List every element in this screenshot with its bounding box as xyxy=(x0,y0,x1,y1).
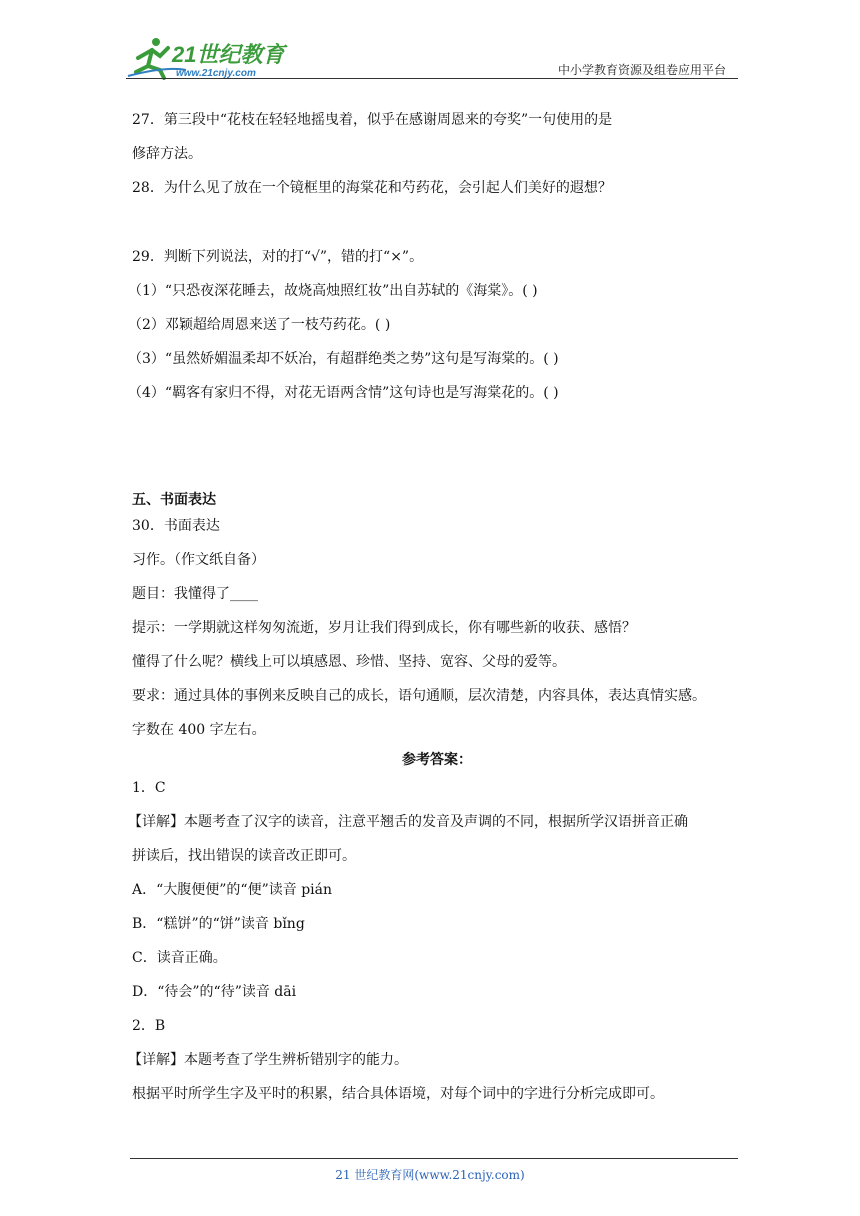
answers-title: 参考答案： xyxy=(402,752,472,768)
q30-line-4: 懂得了什么呢？横线上可以填感恩、珍惜、坚持、宽容、父母的爱等。 xyxy=(132,654,566,670)
q29-item-3: （3）“虽然娇媚温柔却不妖冶，有超群绝类之势”这句是写海棠的。( ) xyxy=(128,351,559,367)
q30-line-1: 习作。（作文纸自备） xyxy=(132,552,265,568)
answer-1: 1．C xyxy=(132,780,166,796)
q30-line-3: 提示：一学期就这样匆匆流逝，岁月让我们得到成长，你有哪些新的收获、感悟？ xyxy=(132,620,636,636)
answer-2: 2．B xyxy=(132,1018,166,1034)
answer-1-option-b: B．“糕饼”的“饼”读音 bǐng xyxy=(132,916,305,932)
q28: 28．为什么见了放在一个镜框里的海棠花和芍药花，会引起人们美好的遐想？ xyxy=(132,180,612,196)
header-divider xyxy=(126,78,738,79)
answer-1-option-a: A．“大腹便便”的“便”读音 pián xyxy=(132,882,332,898)
q29-item-4: （4）“羁客有家归不得，对花无语两含情”这句诗也是写海棠花的。( ) xyxy=(128,385,559,401)
q27-line2: 修辞方法。 xyxy=(132,146,202,162)
answer-1-option-d: D．“待会”的“待”读音 dāi xyxy=(132,984,297,1000)
answer-2-detail-line1: 【详解】本题考查了学生辨析错别字的能力。 xyxy=(128,1052,408,1068)
page-header xyxy=(0,0,860,82)
section5-title: 五、书面表达 xyxy=(132,492,216,508)
footer-link[interactable]: 21 世纪教育网(www.21cnjy.com) xyxy=(335,1168,525,1182)
answer-1-detail-line1: 【详解】本题考查了汉字的读音，注意平翘舌的发音及声调的不同，根据所学汉语拼音正确 xyxy=(128,814,688,830)
q29-item-2: （2）邓颖超给周恩来送了一枝芍药花。( ) xyxy=(128,317,391,333)
q30-line-2: 题目：我懂得了____ xyxy=(132,586,258,602)
footer-divider xyxy=(130,1158,738,1159)
q30: 30．书面表达 xyxy=(132,518,220,534)
svg-text:21世纪教育: 21世纪教育 xyxy=(172,42,285,67)
q30-line-5: 要求：通过具体的事例来反映自己的成长，语句通顺，层次清楚，内容具体，表达真情实感。 xyxy=(132,688,706,704)
q27-line1: 27．第三段中“花枝在轻轻地摇曳着，似乎在感谢周恩来的夸奖”一句使用的是 xyxy=(132,112,613,128)
q29-item-1: （1）“只恐夜深花睡去，故烧高烛照红妆”出自苏轼的《海棠》。( ) xyxy=(128,283,538,299)
runner-logo-icon xyxy=(126,36,296,80)
answer-2-detail-line2: 根据平时所学生字及平时的积累，结合具体语境，对每个词中的字进行分析完成即可。 xyxy=(132,1086,664,1102)
answer-1-detail-line2: 拼读后，找出错误的读音改正即可。 xyxy=(132,848,356,864)
svg-text:www.21cnjy.com: www.21cnjy.com xyxy=(176,68,256,79)
platform-name: 中小学教育资源及组卷应用平台 xyxy=(557,63,726,77)
q29: 29．判断下列说法，对的打“√”，错的打“×”。 xyxy=(132,249,424,265)
site-logo xyxy=(126,36,296,80)
q30-line-6: 字数在 400 字左右。 xyxy=(132,722,266,738)
answer-1-option-c: C．读音正确。 xyxy=(132,950,227,966)
